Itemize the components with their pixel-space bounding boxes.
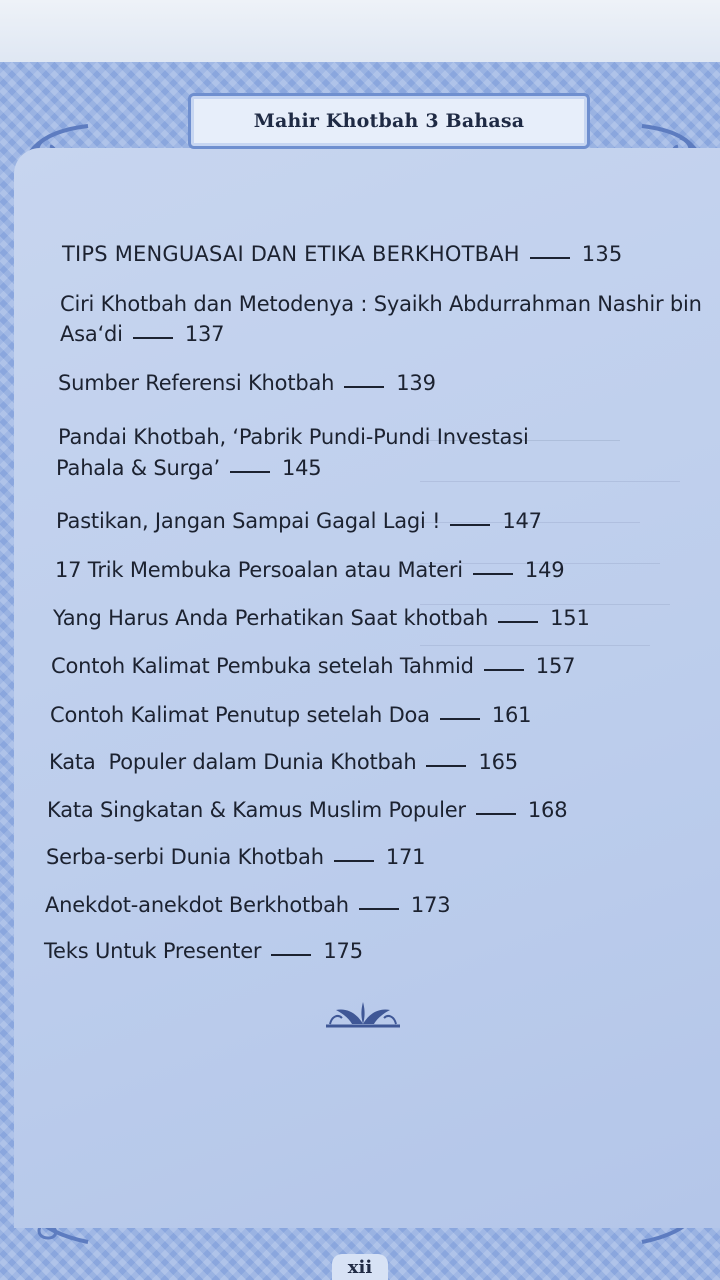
toc-entry	[55, 558, 564, 582]
toc-entry	[56, 456, 321, 480]
toc-entry-title: Contoh Kalimat Penutup setelah Doa	[50, 703, 430, 727]
toc-entry	[47, 798, 567, 822]
leader-line	[473, 573, 513, 575]
toc-entry	[50, 703, 531, 727]
leader-line	[133, 337, 173, 339]
toc-entry	[58, 425, 529, 449]
book-title: Mahir Khotbah 3 Bahasa	[253, 110, 525, 132]
toc-entry-title: Kata Singkatan & Kamus Muslim Populer	[47, 798, 466, 822]
toc-entry-title: Sumber Referensi Khotbah	[58, 371, 335, 395]
toc-entry-title: Asa‘di	[60, 322, 123, 346]
toc-entry	[60, 292, 702, 316]
toc-entry-page: 147	[502, 509, 542, 533]
toc-entry-title: Teks Untuk Presenter	[44, 939, 262, 963]
leader-line	[230, 471, 270, 473]
toc-entry-page: 151	[550, 606, 590, 630]
toc-entry-page: 157	[535, 654, 576, 678]
leader-line	[450, 524, 490, 526]
leader-line	[476, 813, 516, 815]
leader-line	[484, 669, 524, 671]
background-strip	[0, 0, 720, 62]
toc-entry-title: TIPS MENGUASAI DAN ETIKA BERKHOTBAH	[62, 242, 520, 266]
toc-entry	[51, 654, 575, 678]
leader-line	[359, 908, 399, 910]
toc-entry-page: 145	[281, 456, 322, 480]
toc-entry-page: 173	[410, 893, 451, 917]
toc-entry-title: Yang Harus Anda Perhatikan Saat khotbah	[53, 606, 489, 630]
toc-entry-title: Ciri Khotbah dan Metodenya : Syaikh Abdurrahman Nashir bin	[60, 292, 702, 316]
leader-line	[530, 257, 570, 259]
toc-entry-page: 175	[323, 939, 363, 963]
leader-line	[440, 718, 480, 720]
toc-entry	[58, 371, 436, 395]
toc-entry-page: 165	[478, 750, 518, 774]
leader-line	[498, 621, 538, 623]
leader-line	[334, 860, 374, 862]
toc-entry	[45, 893, 450, 917]
toc-entry	[53, 606, 590, 630]
toc-entry-page: 171	[385, 845, 426, 869]
floral-divider-icon	[322, 998, 404, 1032]
leader-line	[426, 765, 466, 767]
toc-entry	[46, 845, 425, 869]
toc-entry	[49, 750, 518, 774]
toc-entry-title: Pahala & Surga’	[56, 456, 220, 480]
page-number: xii	[332, 1254, 388, 1280]
toc-entry	[62, 242, 622, 266]
toc-entry-page: 149	[524, 558, 565, 582]
toc-entry-title: Anekdot-anekdot Berkhotbah	[45, 893, 349, 917]
toc-entry-title: Serba-serbi Dunia Khotbah	[46, 845, 324, 869]
toc-entry-page: 135	[581, 242, 623, 266]
toc-entry-title: Contoh Kalimat Pembuka setelah Tahmid	[51, 654, 474, 678]
toc-entry-page: 161	[491, 703, 532, 727]
leader-line	[344, 386, 384, 388]
toc-entry-page: 137	[184, 322, 225, 346]
toc-entry-title: 17 Trik Membuka Persoalan atau Materi	[55, 558, 463, 582]
toc-entry	[44, 939, 363, 963]
toc-entry-title: Pandai Khotbah, ‘Pabrik Pundi-Pundi Investasi	[58, 425, 529, 449]
show-through-texture	[420, 400, 700, 1000]
toc-entry-page: 168	[527, 798, 568, 822]
toc-entry-title: Kata Populer dalam Dunia Khotbah	[49, 750, 417, 774]
toc-entry-title: Pastikan, Jangan Sampai Gagal Lagi !	[56, 509, 441, 533]
toc-entry	[56, 509, 542, 533]
leader-line	[271, 954, 311, 956]
toc-entry	[60, 322, 224, 346]
running-header	[188, 93, 590, 149]
toc-entry-page: 139	[396, 371, 436, 395]
